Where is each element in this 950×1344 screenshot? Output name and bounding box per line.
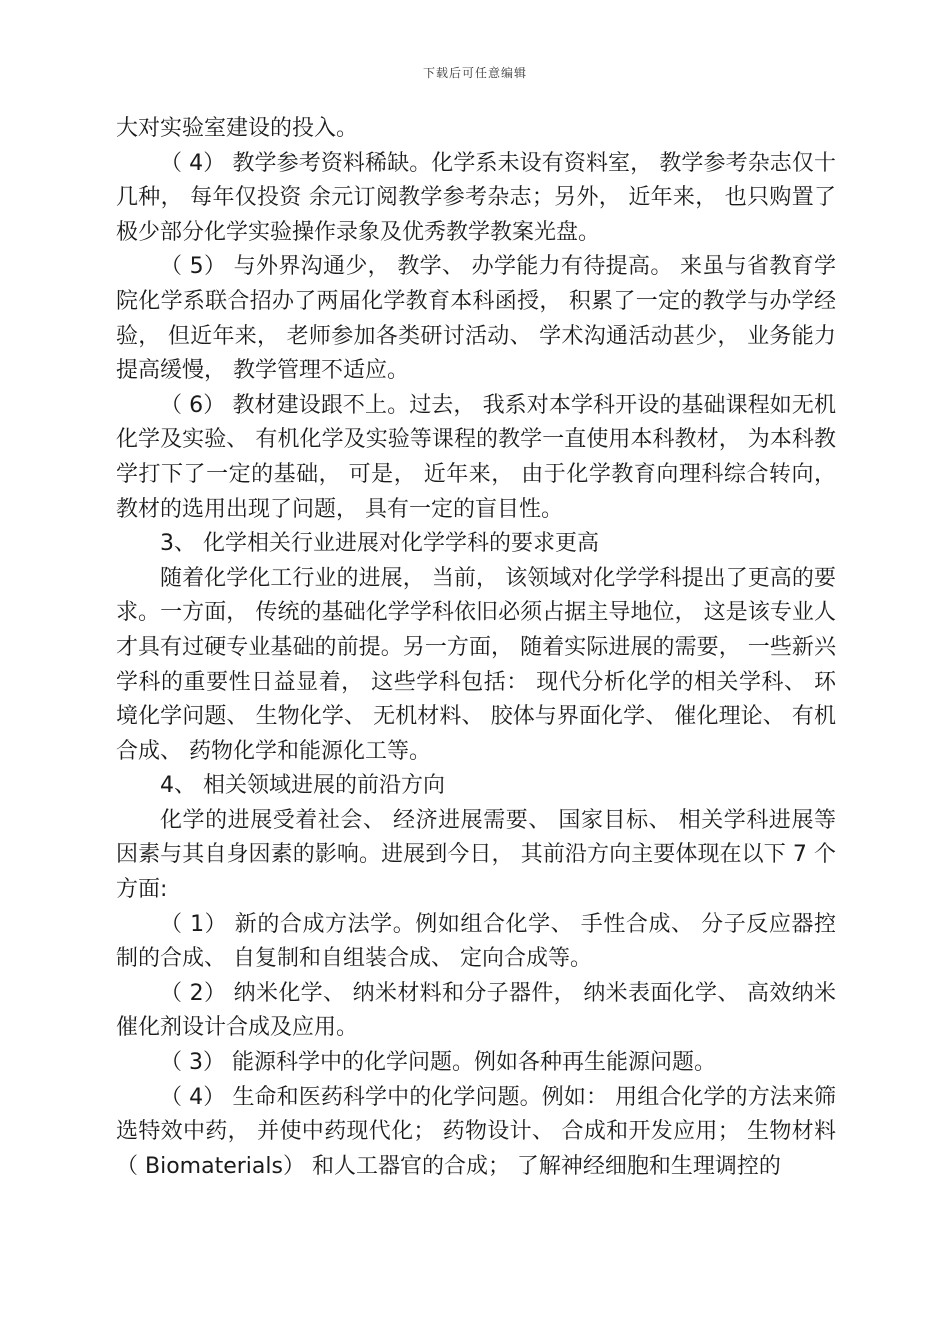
paragraph-frontier-2: （ 2） 纳米化学、 纳米材料和分子器件， 纳米表面化学、 高效纳米催化剂设计合成及应用。 [116,980,836,1041]
paragraph-point-5-communication: （ 5） 与外界沟通少， 教学、 办学能力有待提高。 来虽与省教育学院化学系联合招办了两届化学教育本科函授， 积累了一定的教学与办学经验， 但近年来， 老师参加各类研讨活动、 学术沟通活动甚少， 业务能力提高缓慢， 教学管理不适应。 [116,254,836,384]
paragraph-frontier-4: （ 4） 生命和医药科学中的化学问题。例如： 用组合化学的方法来筛选特效中药， 并使中药现代化； 药物设计、 合成和开发应用； 生物材料（ Biomaterials） 和人工器官的合成； 了解神经细胞和生理调控的 [116,1084,836,1179]
paragraph-frontier-1: （ 1） 新的合成方法学。例如组合化学、 手性合成、 分子反应器控制的合成、 自复制和自组装合成、 定向合成等。 [116,911,836,972]
section-heading-3: 3、 化学相关行业进展对化学学科的要求更高 [160,531,599,557]
paragraph-point-6-textbooks: （ 6） 教材建设跟不上。过去， 我系对本学科开设的基础课程如无机化学及实验、 有机化学及实验等课程的教学一直使用本科教材， 为本科教学打下了一定的基础， 可是， 近年来， 由于化学教育向理科综合转向， 教材的选用出现了问题， 具有一定的盲目性。 [116,392,836,522]
paragraph-frontier-intro: 化学的进展受着社会、 经济进展需要、 国家目标、 相关学科进展等因素与其自身因素的影响。进展到今日， 其前沿方向主要体现在以下 7 个方面: [116,807,836,903]
paragraph-lab-investment: 大对实验室建设的投入。 [116,116,359,141]
paragraph-industry-requirements: 随着化学化工行业的进展， 当前， 该领域对化学学科提出了更高的要求。一方面， 传统的基础化学学科依旧必须占据主导地位， 这是该专业人才具有过硬专业基础的前提。另一方面， 随着实际进展的需要， 一些新兴学科的重要性日益显着， 这些学科包括： 现代分析化学的相关学科、 环境化学问题、 生物化学、 无机材料、 胶体与界面化学、 催化理论、 有机合成、 药物化学和能源化工等。 [116,565,836,764]
paragraph-frontier-3: （ 3） 能源科学中的化学问题。例如各种再生能源问题。 [160,1050,716,1076]
page-header: 下载后可任意编辑 [422,66,527,80]
section-heading-4: 4、 相关领域进展的前沿方向 [160,773,445,799]
document-body [116,112,836,1184]
paragraph-point-4-reference-materials: （ 4） 教学参考资料稀缺。化学系未设有资料室， 教学参考杂志仅十几种， 每年仅投资 余元订阅教学参考杂志；另外， 近年来， 也只购置了极少部分化学实验操作录象及优秀教学教案光盘。 [116,150,836,245]
